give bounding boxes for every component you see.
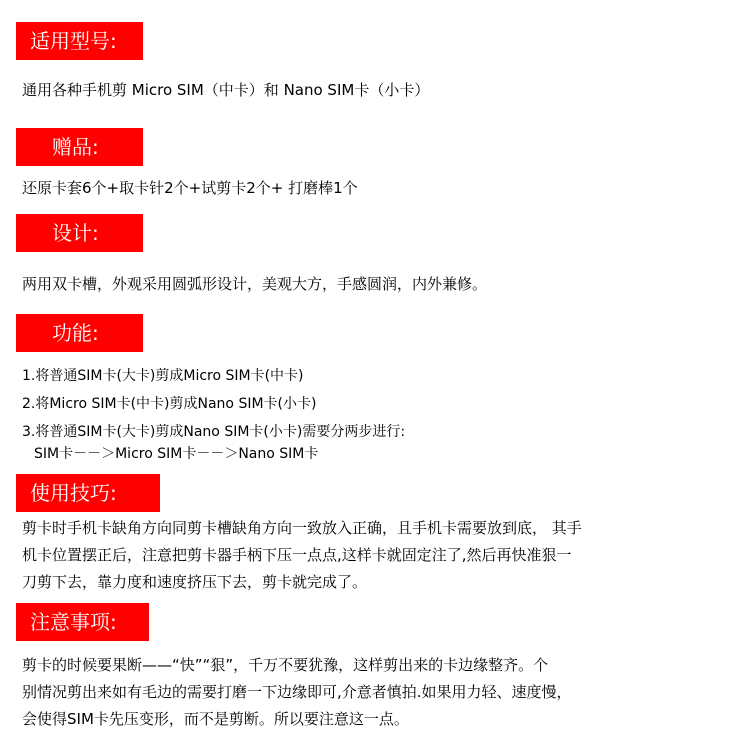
section-header-function: 功能: <box>16 314 143 352</box>
section-header-models: 适用型号: <box>16 22 143 60</box>
section-header-tips: 使用技巧: <box>16 474 160 512</box>
tips-line-2: 机卡位置摆正后，注意把剪卡器手柄下压一点点,这样卡就固定注了,然后再快准狠一 <box>22 546 572 564</box>
function-line-1: 1.将普通SIM卡(大卡)剪成Micro SIM卡(中卡) <box>22 368 304 384</box>
function-line-3: 3.将普通SIM卡(大卡)剪成Nano SIM卡(小卡)需要分两步进行: <box>22 424 406 440</box>
models-text: 通用各种手机剪 Micro SIM（中卡）和 Nano SIM卡（小卡） <box>22 81 430 99</box>
notes-line-3: 会使得SIM卡先压变形，而不是剪断。所以要注意这一点。 <box>22 710 409 728</box>
design-text: 两用双卡槽，外观采用圆弧形设计，美观大方，手感圆润，内外兼修。 <box>22 275 488 293</box>
notes-line-1: 剪卡的时候要果断——“快”“狠”，千万不要犹豫，这样剪出来的卡边缘整齐。个 <box>22 656 549 674</box>
section-header-notes: 注意事项: <box>16 603 149 641</box>
function-line-4: SIM卡－－＞Micro SIM卡－－＞Nano SIM卡 <box>34 446 319 462</box>
section-header-gifts: 赠品: <box>16 128 143 166</box>
gifts-text: 还原卡套6个+取卡针2个+试剪卡2个+ 打磨棒1个 <box>22 179 358 197</box>
notes-line-2: 别情况剪出来如有毛边的需要打磨一下边缘即可,介意者慎拍.如果用力轻、速度慢， <box>22 683 572 701</box>
notes-paragraph <box>22 652 722 733</box>
function-line-2: 2.将Micro SIM卡(中卡)剪成Nano SIM卡(小卡) <box>22 396 317 412</box>
section-header-design: 设计: <box>16 214 143 252</box>
tips-line-3: 刀剪下去，靠力度和速度挤压下去，剪卡就完成了。 <box>22 573 368 591</box>
tips-line-1: 剪卡时手机卡缺角方向同剪卡槽缺角方向一致放入正确，且手机卡需要放到底， 其手 <box>22 519 582 537</box>
tips-paragraph <box>22 515 722 596</box>
